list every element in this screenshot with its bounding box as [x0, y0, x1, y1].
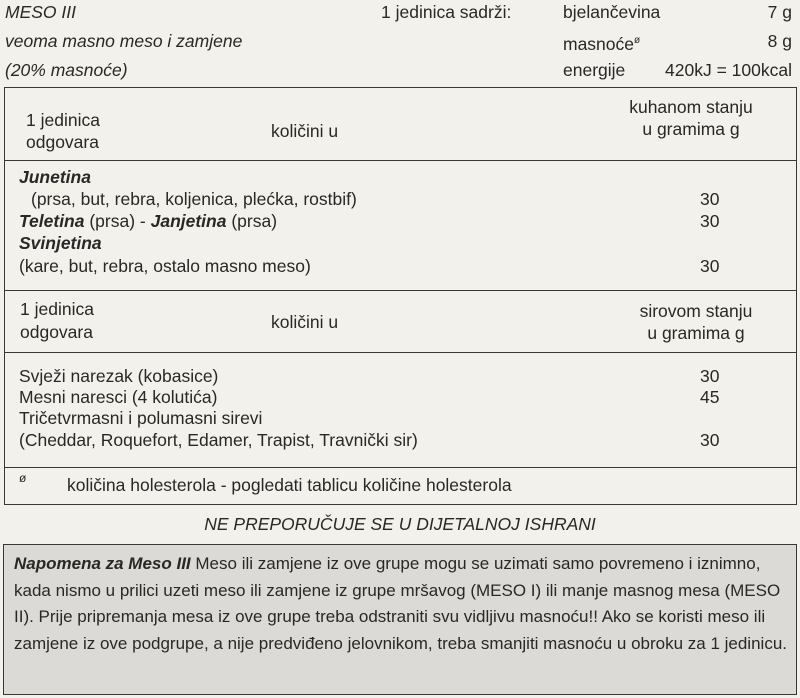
- table1-state-label-line1: kuhanom stanju: [629, 97, 753, 117]
- nutrient-fat-name: masnoće: [563, 33, 635, 54]
- nutrient-protein-value: 7 g: [767, 2, 792, 22]
- table2-top-divider: [4, 290, 797, 291]
- row-cheese-value: 30: [700, 430, 720, 450]
- footnote-divider: [4, 467, 797, 468]
- note-paragraph: [14, 551, 790, 657]
- row-veal-lamb-value: 30: [700, 211, 720, 231]
- note-body: Meso ili zamjene iz ove grupe mogu se uzimati samo povremeno i iznimno, kada nismo u prilici uzeti meso ili zamjene iz grupe mršavog (MESO I) ili manje masnog mesa (MESO II). Prije pripremanja mesa iz ove grupe treba odstraniti svu vidljivu masnoću!! Ako se koristi meso ili zamjene iz ove podgrupe, a nije predviđeno jelovnikom, treba smanjiti masnoću u obroku za 1 jedinicu.: [14, 554, 787, 653]
- row-lamb-name: Janjetina: [150, 211, 227, 231]
- table1-state-label-line2: u gramima g: [642, 119, 740, 139]
- footnote-text: količina holesterola - pogledati tablicu količine holesterola: [67, 475, 512, 495]
- note-box: [3, 544, 797, 695]
- fat-percentage-note: (20% masnoće): [5, 60, 128, 80]
- row-pork-value: 30: [700, 256, 720, 276]
- footnote-marker: ø: [19, 471, 27, 485]
- row-veal-lamb: [19, 210, 277, 232]
- note-title: Napomena za Meso III: [14, 554, 191, 573]
- row-lamb-detail: (prsa): [226, 211, 278, 231]
- nutrient-fat-label: [563, 30, 640, 55]
- row-cheese-label: Tričetvrmasni i polumasni sirevi: [19, 408, 263, 428]
- row-pork-name: Svinjetina: [19, 233, 102, 253]
- nutrient-fat-value: 8 g: [767, 31, 792, 51]
- row-fresh-sausage-value: 30: [700, 366, 720, 386]
- section-title: MESO III: [5, 2, 76, 22]
- row-beef-value: 30: [700, 189, 720, 209]
- table2-state-label-line2: u gramima g: [647, 323, 745, 343]
- table1-quantity-label: količini u: [271, 121, 339, 141]
- table2-unit-label-line2: odgovara: [20, 322, 93, 342]
- table2-unit-label-line1: 1 jedinica: [20, 299, 94, 319]
- table2-quantity-label: količini u: [271, 312, 339, 332]
- row-cheese-detail: (Cheddar, Roquefort, Edamer, Trapist, Travnički sir): [19, 430, 418, 450]
- row-cold-cuts-value: 45: [700, 387, 720, 407]
- table1-unit-label-line1: 1 jedinica: [26, 110, 100, 130]
- section-subtitle: veoma masno meso i zamjene: [5, 31, 243, 51]
- unit-contains-label: 1 jedinica sadrži:: [381, 2, 512, 22]
- row-beef-detail: (prsa, but, rebra, koljenica, plećka, rostbif): [31, 189, 357, 209]
- row-fresh-sausage-label: Svježi narezak (kobasice): [19, 366, 219, 386]
- row-cold-cuts-label: Mesni naresci (4 kolutića): [19, 387, 218, 407]
- table2-state-label-line1: sirovom stanju: [639, 301, 753, 321]
- nutrient-energy-value: 420kJ = 100kcal: [665, 60, 792, 80]
- row-veal-detail: (prsa) -: [84, 211, 151, 231]
- table1-unit-label-line2: odgovara: [26, 132, 99, 152]
- row-veal-name: Teletina: [19, 211, 85, 231]
- diet-warning: NE PREPORUČUJE SE U DIJETALNOJ ISHRANI: [204, 514, 596, 534]
- row-pork-detail: (kare, but, rebra, ostalo masno meso): [19, 256, 311, 276]
- nutrient-protein-label: bjelančevina: [563, 2, 661, 22]
- row-beef-name: Junetina: [19, 167, 91, 187]
- table2-header-divider: [4, 352, 797, 353]
- table1-header-divider: [4, 160, 797, 161]
- nutrient-energy-label: energije: [563, 60, 626, 80]
- cholesterol-marker: ø: [634, 35, 641, 46]
